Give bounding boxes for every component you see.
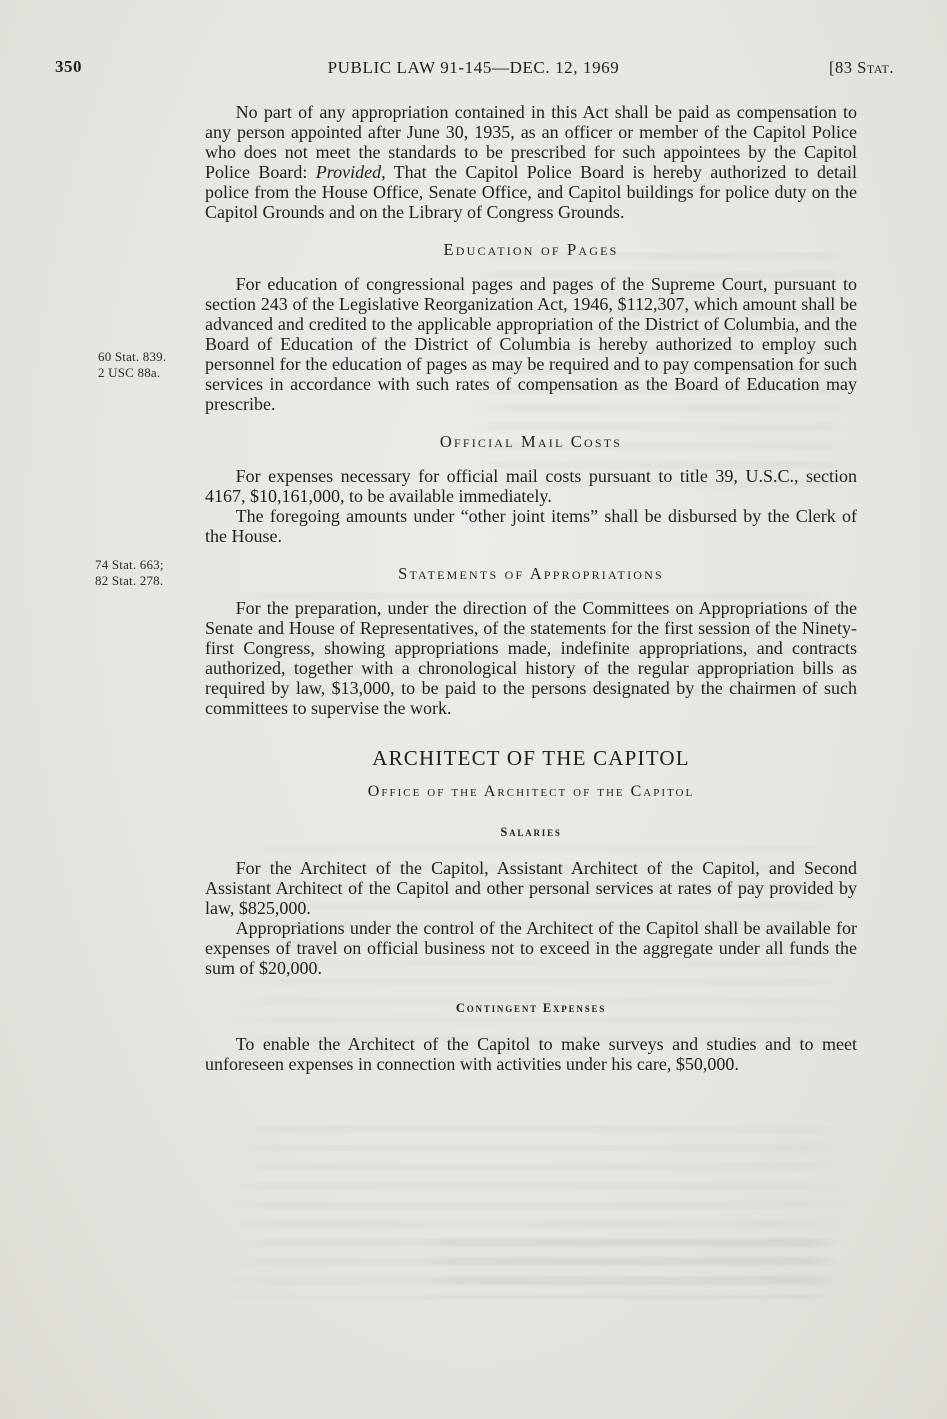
bleedthrough-texture	[420, 1238, 840, 1298]
proviso-italic: Provided,	[315, 162, 386, 182]
main-text-column	[205, 102, 857, 1074]
paragraph-travel-expenses: Appropriations under the control of the Architect of the Capitol shall be available for expenses of travel on official business not to exceed in the aggregate under all funds the sum of $20,000.	[205, 918, 857, 978]
paragraph-statements-of-appropriations: For the preparation, under the direction of the Committees on Appropriations of the Senate and House of Representatives, of the statements for the first session of the Ninety-first Congress, showing appropriations made, indefinite appropriations, and contracts authorized, together with a chronological history of the regular appropriation bills as required by law, $13,000, to be paid to the persons designated by the chairmen of such committees to supervise the work.	[205, 598, 857, 718]
paragraph-capitol-police	[205, 102, 857, 222]
paragraph-contingent-expenses: To enable the Architect of the Capitol to make surveys and studies and to meet unforeseen expenses in connection with activities under his care, $50,000.	[205, 1034, 857, 1074]
margin-note-mail-citation	[95, 557, 164, 589]
heading-salaries: Salaries	[500, 825, 562, 839]
paragraph-other-joint-items: The foregoing amounts under “other joint items” shall be disbursed by the Clerk of the House.	[205, 506, 857, 546]
paragraph-text: That the Capitol Police Board is hereby authorized to detail police from the House Office, Senate Office, and Capitol buildings for police duty on the Capitol Grounds and on the Library of Congress Grounds.	[205, 162, 857, 222]
statutes-volume-ref: [83 Stat.	[829, 58, 894, 77]
bleedthrough-texture	[225, 1125, 850, 1300]
heading-architect-of-the-capitol: ARCHITECT OF THE CAPITOL	[372, 746, 690, 770]
heading-official-mail-costs: Official Mail Costs	[439, 432, 623, 451]
margin-note-line: 74 Stat. 663;	[95, 557, 164, 572]
margin-note-line: 2 USC 88a.	[98, 365, 161, 380]
heading-education-of-pages: Education of Pages	[443, 240, 619, 259]
paragraph-education-of-pages: For education of congressional pages and pages of the Supreme Court, pursuant to section 243 of the Legislative Reorganization Act, 1946, $112,307, which amount shall be advanced and credited to the applicable appropriation of the District of Columbia, and the Board of Education of the District of Columbia is hereby authorized to employ such personnel for the education of pages as may be required and to pay compensation for such services in accordance with such rates of compensation as the Board of Education may prescribe.	[205, 274, 857, 414]
margin-note-education-citation	[98, 349, 166, 381]
paragraph-text: No part of any appropriation contained in this Act shall be paid as compensation to any person appointed after June 30, 1935, as an officer or member of the Capitol Police who does not meet the standards to be prescribed for such appointees by the Capitol Police Board:	[205, 102, 857, 182]
page-number: 350	[55, 57, 82, 76]
margin-note-line: 82 Stat. 278.	[95, 573, 164, 588]
heading-statements-of-appropriations: Statements of Appropriations	[398, 564, 664, 583]
heading-contingent-expenses: Contingent Expenses	[455, 1001, 607, 1015]
margin-note-line: 60 Stat. 839.	[98, 349, 167, 364]
paragraph-official-mail-costs: For expenses necessary for official mail costs pursuant to title 39, U.S.C., section 4167, $10,161,000, to be available immediately.	[205, 466, 857, 506]
paragraph-salaries: For the Architect of the Capitol, Assistant Architect of the Capitol, and Second Assistant Architect of the Capitol and other personal services at rates of pay provided by law, $825,000.	[205, 858, 857, 918]
heading-office-of-the-architect: Office of the Architect of the Capitol	[367, 783, 695, 800]
running-head-title: PUBLIC LAW 91-145—DEC. 12, 1969	[327, 58, 620, 77]
